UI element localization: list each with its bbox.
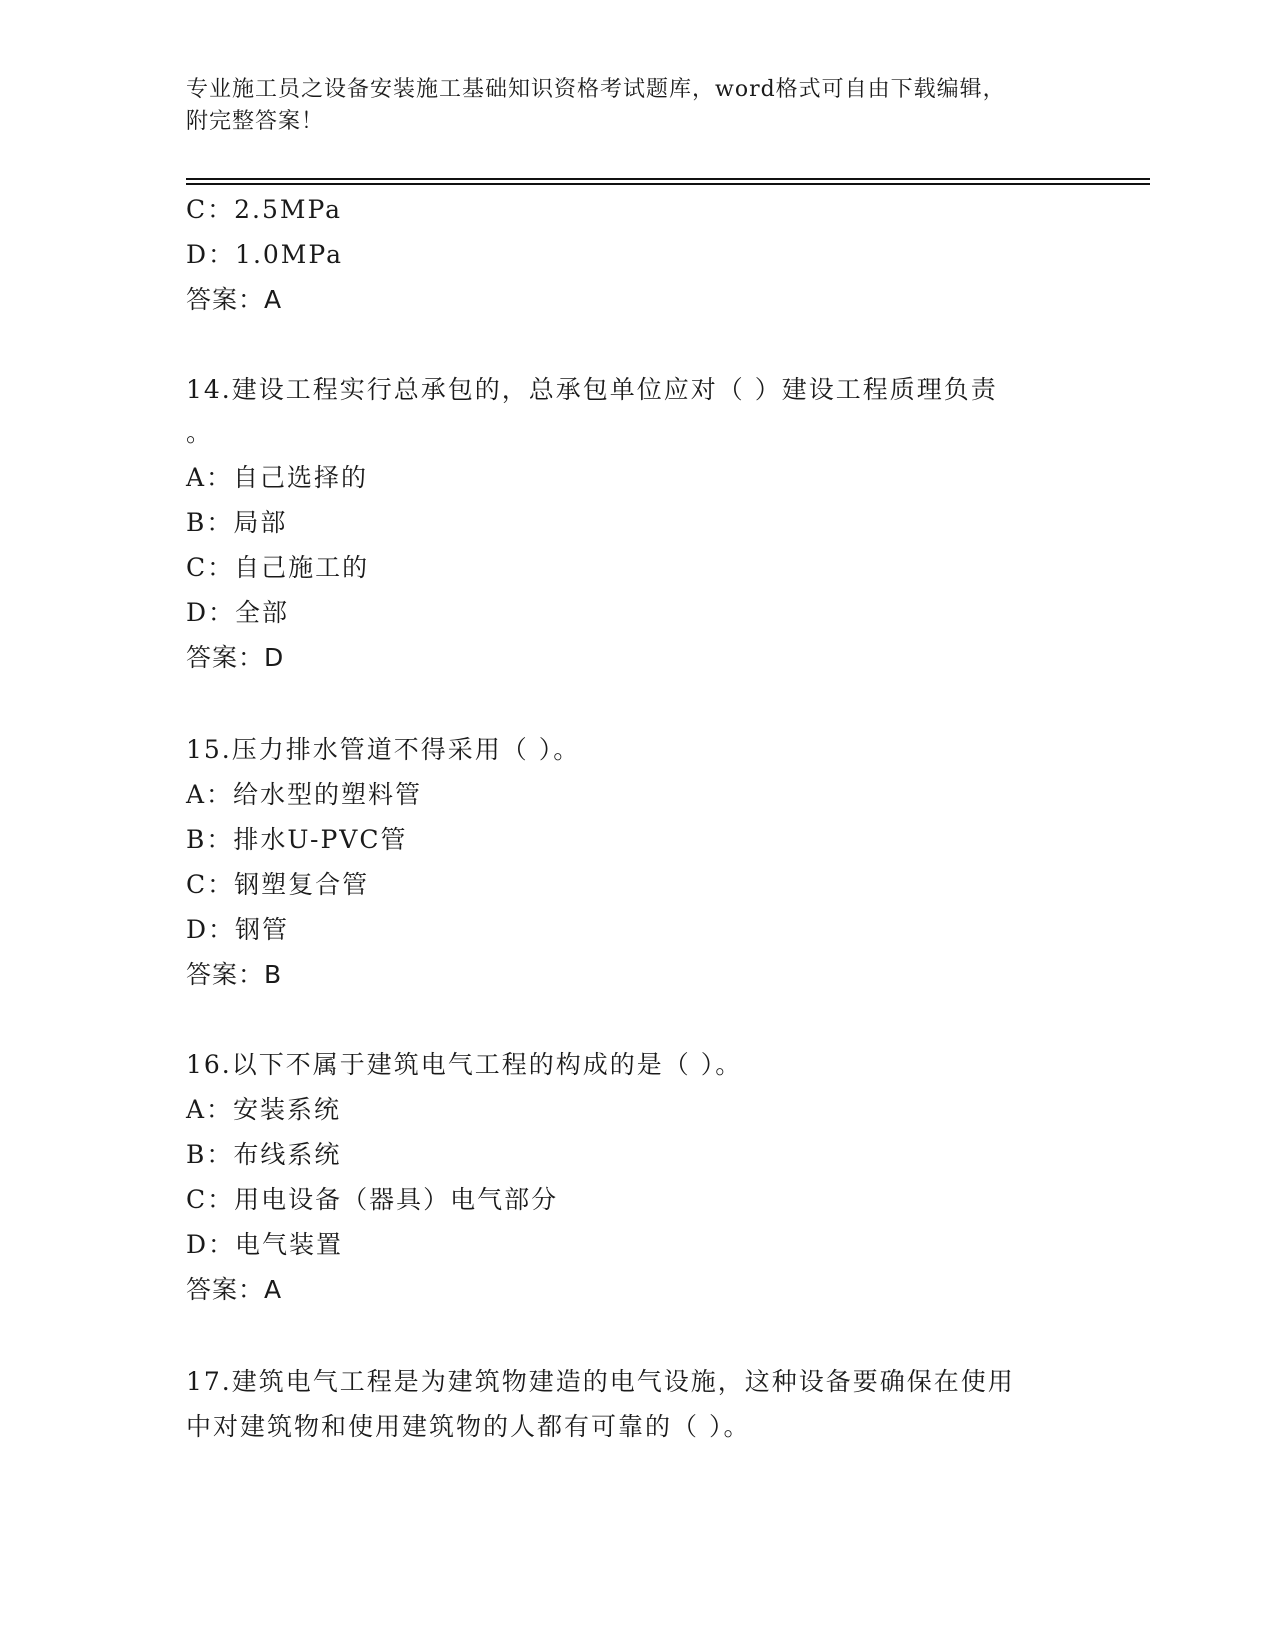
- q14-answer: 答案：D: [186, 643, 285, 672]
- q14-option-b: B：局部: [186, 508, 288, 537]
- q13-option-c: C：2.5MPa: [186, 195, 343, 224]
- q16-option-a: A：安装系统: [186, 1095, 342, 1124]
- q15-stem: 15.压力排水管道不得采用（ ）。: [186, 735, 581, 764]
- header-divider-bottom: [186, 183, 1150, 185]
- header-divider-top: [186, 178, 1150, 180]
- q16-answer: 答案：A: [186, 1275, 283, 1304]
- q14-option-d: D：全部: [186, 598, 290, 627]
- q16-option-b: B：布线系统: [186, 1140, 342, 1169]
- q15-option-b: B：排水U-PVC管: [186, 825, 408, 854]
- q13-answer: 答案：A: [186, 285, 283, 314]
- q16-stem: 16.以下不属于建筑电气工程的构成的是（ ）。: [186, 1050, 743, 1079]
- q15-option-c: C：钢塑复合管: [186, 870, 370, 899]
- q17-stem-line-2: 中对建筑物和使用建筑物的人都有可靠的（ ）。: [186, 1412, 751, 1441]
- q16-option-d: D：电气装置: [186, 1230, 344, 1259]
- q14-option-c: C：自己施工的: [186, 553, 370, 582]
- q13-option-d: D：1.0MPa: [186, 240, 344, 269]
- header-line-2: 附完整答案！: [186, 109, 325, 134]
- q17-stem-line-1: 17.建筑电气工程是为建筑物建造的电气设施，这种设备要确保在使用: [186, 1367, 1015, 1396]
- q14-stem-line-2: 。: [186, 418, 214, 447]
- header-line-1: 专业施工员之设备安装施工基础知识资格考试题库，word格式可自由下载编辑，: [186, 77, 1006, 102]
- document-header: [186, 74, 1086, 138]
- q15-option-a: A：给水型的塑料管: [186, 780, 423, 809]
- q14-stem-line-1: 14.建设工程实行总承包的，总承包单位应对（ ）建设工程质理负责: [186, 375, 998, 404]
- q15-answer: 答案：B: [186, 960, 283, 989]
- q15-option-d: D：钢管: [186, 915, 290, 944]
- q14-option-a: A：自己选择的: [186, 463, 369, 492]
- q16-option-c: C：用电设备（器具）电气部分: [186, 1185, 559, 1214]
